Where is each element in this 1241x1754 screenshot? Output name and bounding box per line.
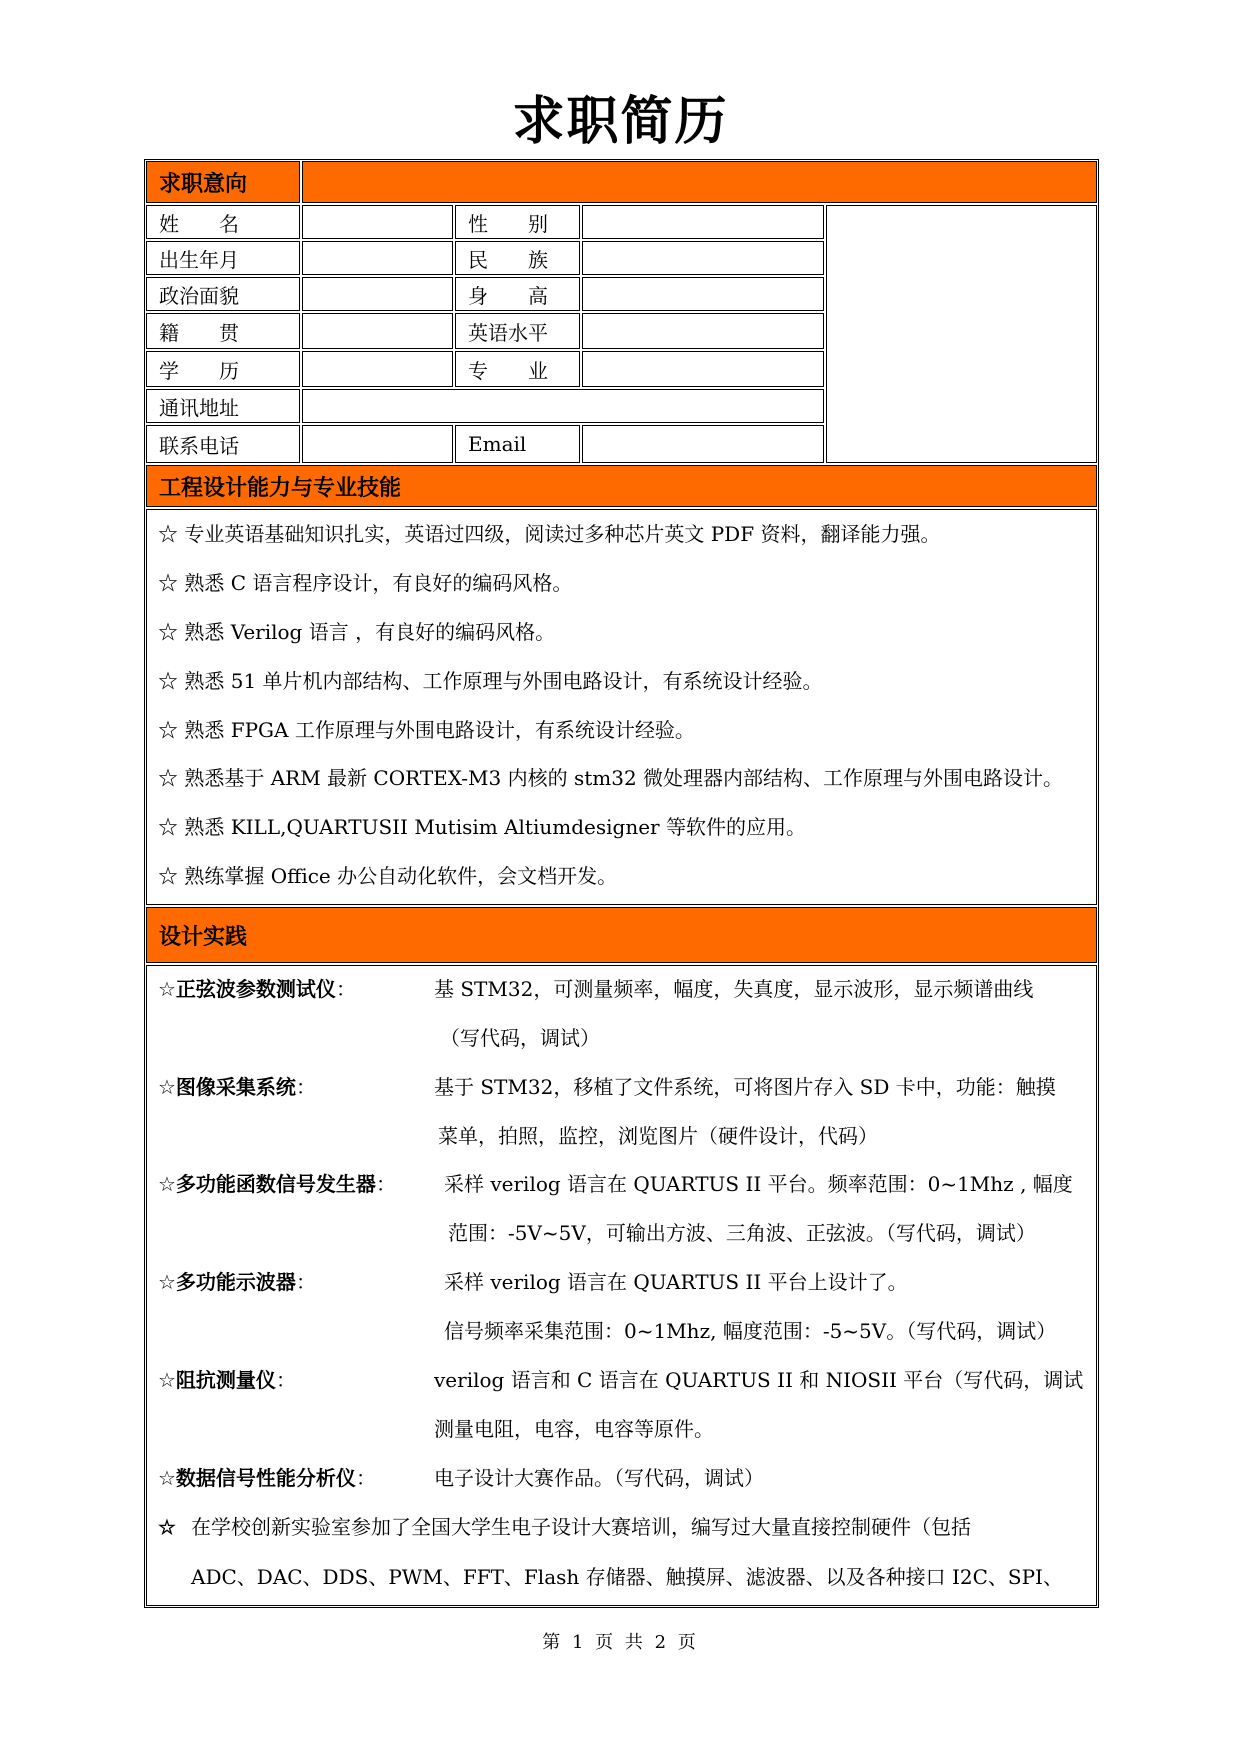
phone-value bbox=[302, 425, 453, 463]
origin-label: 籍 贯 bbox=[146, 313, 300, 349]
project-description-line: （写代码，调试） bbox=[440, 1026, 600, 1050]
project-description-line: verilog 语言和 C 语言在 QUARTUS II 和 NIOSII 平台（写代码，调试 bbox=[434, 1368, 1084, 1392]
final-star: ☆ bbox=[158, 1515, 176, 1539]
gender-value bbox=[582, 205, 824, 239]
project-description-line: 采样 verilog 语言在 QUARTUS II 平台上设计了。 bbox=[444, 1270, 908, 1294]
education-label: 学 历 bbox=[146, 351, 300, 387]
politics-label: 政治面貌 bbox=[146, 277, 300, 311]
ethnicity-label: 民 族 bbox=[455, 241, 580, 275]
project-title-colon: ： bbox=[275, 1368, 296, 1392]
birth-value bbox=[302, 241, 453, 275]
photo-box bbox=[826, 205, 1097, 463]
skill-item: ☆ 专业英语基础知识扎实，英语过四级，阅读过多种芯片英文 PDF 资料，翻译能力强。 bbox=[158, 522, 941, 546]
gender-label: 性 别 bbox=[455, 205, 580, 239]
project-title-colon: ： bbox=[335, 977, 356, 1001]
education-value bbox=[302, 351, 453, 387]
project-title bbox=[158, 1368, 296, 1392]
project-title bbox=[158, 977, 356, 1001]
project-title-colon: ： bbox=[295, 1270, 316, 1294]
project-title-text: ☆阻抗测量仪 bbox=[158, 1368, 276, 1392]
page-title: 求职简历 bbox=[512, 92, 729, 152]
phone-label: 联系电话 bbox=[146, 425, 300, 463]
height-value bbox=[582, 277, 824, 311]
name-label: 姓 名 bbox=[146, 205, 300, 239]
email-label: Email bbox=[455, 425, 580, 463]
project-title-text: ☆图像采集系统 bbox=[158, 1075, 296, 1099]
major-value bbox=[582, 351, 824, 387]
project-title-text: ☆多功能示波器 bbox=[158, 1270, 296, 1294]
skills-body bbox=[146, 509, 1097, 905]
name-value bbox=[302, 205, 453, 239]
project-description-line: 电子设计大赛作品。（写代码，调试） bbox=[434, 1466, 764, 1490]
job-intent-value bbox=[302, 161, 1097, 203]
project-title-text: ☆数据信号性能分析仪 bbox=[158, 1466, 356, 1490]
project-title-colon: ： bbox=[375, 1172, 396, 1196]
major-label: 专 业 bbox=[455, 351, 580, 387]
email-value bbox=[582, 425, 824, 463]
origin-value bbox=[302, 313, 453, 349]
skill-item: ☆ 熟悉 C 语言程序设计，有良好的编码风格。 bbox=[158, 571, 573, 595]
project-title-text: ☆正弦波参数测试仪 bbox=[158, 977, 336, 1001]
ethnicity-value bbox=[582, 241, 824, 275]
project-description-line: 采样 verilog 语言在 QUARTUS II 平台。频率范围：0~1Mhz , 幅度 bbox=[444, 1172, 1073, 1196]
address-value bbox=[302, 389, 824, 423]
job-intent-label: 求职意向 bbox=[146, 161, 300, 203]
project-title bbox=[158, 1075, 316, 1099]
address-label: 通讯地址 bbox=[146, 389, 300, 423]
height-label: 身 高 bbox=[455, 277, 580, 311]
skill-item: ☆ 熟悉 Verilog 语言 ，有良好的编码风格。 bbox=[158, 620, 556, 644]
skill-item: ☆ 熟悉基于 ARM 最新 CORTEX-M3 内核的 stm32 微处理器内部结构、工作原理与外围电路设计。 bbox=[158, 766, 1064, 790]
page-footer: 第 1 页 共 2 页 bbox=[542, 1632, 699, 1653]
final-line-2: ADC、DAC、DDS、PWM、FFT、Flash 存储器、触摸屏、滤波器、以及各种接口 I2C、SPI、 bbox=[191, 1565, 1063, 1589]
english-level-label: 英语水平 bbox=[455, 313, 580, 349]
project-description-line: 测量电阻，电容，电容等原件。 bbox=[434, 1417, 714, 1441]
project-title-text: ☆多功能函数信号发生器 bbox=[158, 1172, 376, 1196]
project-description-line: 菜单，拍照，监控，浏览图片（硬件设计，代码） bbox=[438, 1124, 878, 1148]
final-line-1: 在学校创新实验室参加了全国大学生电子设计大赛培训，编写过大量直接控制硬件（包括 bbox=[191, 1515, 971, 1539]
english-level-value bbox=[582, 313, 824, 349]
skills-section-header: 工程设计能力与专业技能 bbox=[146, 465, 1097, 507]
project-description-line: 信号频率采集范围：0~1Mhz, 幅度范围：-5~5V。（写代码，调试） bbox=[444, 1319, 1057, 1343]
skill-item: ☆ 熟悉 51 单片机内部结构、工作原理与外围电路设计，有系统设计经验。 bbox=[158, 669, 823, 693]
project-description-line: 基于 STM32，移植了文件系统，可将图片存入 SD 卡中，功能：触摸 bbox=[434, 1075, 1056, 1099]
project-description-line: 范围：-5V~5V，可输出方波、三角波、正弦波。（写代码，调试） bbox=[448, 1221, 1036, 1245]
project-title-colon: ： bbox=[295, 1075, 316, 1099]
skill-item: ☆ 熟练掌握 Office 办公自动化软件，会文档开发。 bbox=[158, 864, 618, 888]
politics-value bbox=[302, 277, 453, 311]
project-title bbox=[158, 1466, 376, 1490]
birth-label: 出生年月 bbox=[146, 241, 300, 275]
project-title bbox=[158, 1270, 316, 1294]
project-title bbox=[158, 1172, 396, 1196]
skill-item: ☆ 熟悉 FPGA 工作原理与外围电路设计，有系统设计经验。 bbox=[158, 718, 695, 742]
practice-section-header: 设计实践 bbox=[146, 907, 1097, 963]
project-title-colon: ： bbox=[355, 1466, 376, 1490]
project-description-line: 基 STM32，可测量频率，幅度，失真度，显示波形，显示频谱曲线 bbox=[434, 977, 1034, 1001]
skill-item: ☆ 熟悉 KILL,QUARTUSII Mutisim Altiumdesigner 等软件的应用。 bbox=[158, 815, 806, 839]
